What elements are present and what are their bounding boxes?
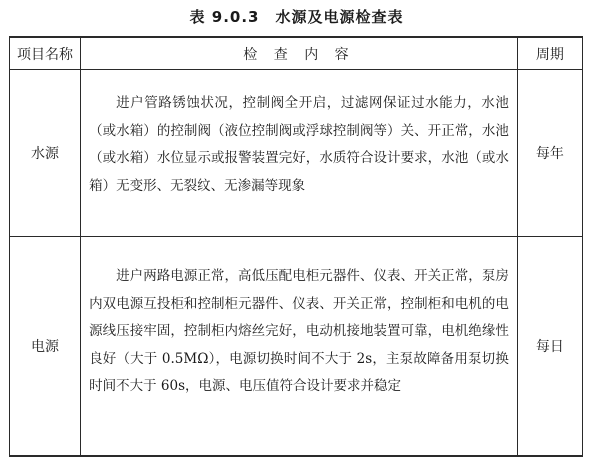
table-row <box>10 70 583 237</box>
table-header-row <box>10 37 583 70</box>
row-inspection-content <box>81 70 518 237</box>
inspection-table <box>9 36 583 457</box>
header-item-name: 项目名称 <box>10 37 81 70</box>
table-title: 表 9.0.3 水源及电源检查表 <box>189 8 404 26</box>
row-item-name: 水源 <box>10 70 81 237</box>
row-period: 每年 <box>517 70 582 237</box>
row-content-text: 进户两路电源正常，高低压配电柜元器件、仪表、开关正常，泵房内双电源互投柜和控制柜元器件、仪表、开关正常，控制柜和电机的电源线压接牢固，控制柜内熔丝完好，电动机接地装置可靠，电机绝缘性良好（大于 0.5MΩ），电源切换时间不大于 2s，主泵故障备用泵切换时间不大于 60s，电源、电压值符合设计要求并稳定 <box>89 268 509 394</box>
row-item-name: 电源 <box>10 237 81 457</box>
row-period: 每日 <box>517 237 582 457</box>
header-period: 周期 <box>517 37 582 70</box>
table-row <box>10 237 583 457</box>
row-inspection-content <box>81 237 518 457</box>
row-content-text: 进户管路锈蚀状况，控制阀全开启，过滤网保证过水能力，水池（或水箱）的控制阀（液位控制阀或浮球控制阀等）关、开正常，水池（或水箱）水位显示或报警装置完好，水质符合设计要求，水池（或水箱）无变形、无裂纹、无渗漏等现象 <box>89 95 509 194</box>
header-inspection-content: 检 查 内 容 <box>81 37 518 70</box>
